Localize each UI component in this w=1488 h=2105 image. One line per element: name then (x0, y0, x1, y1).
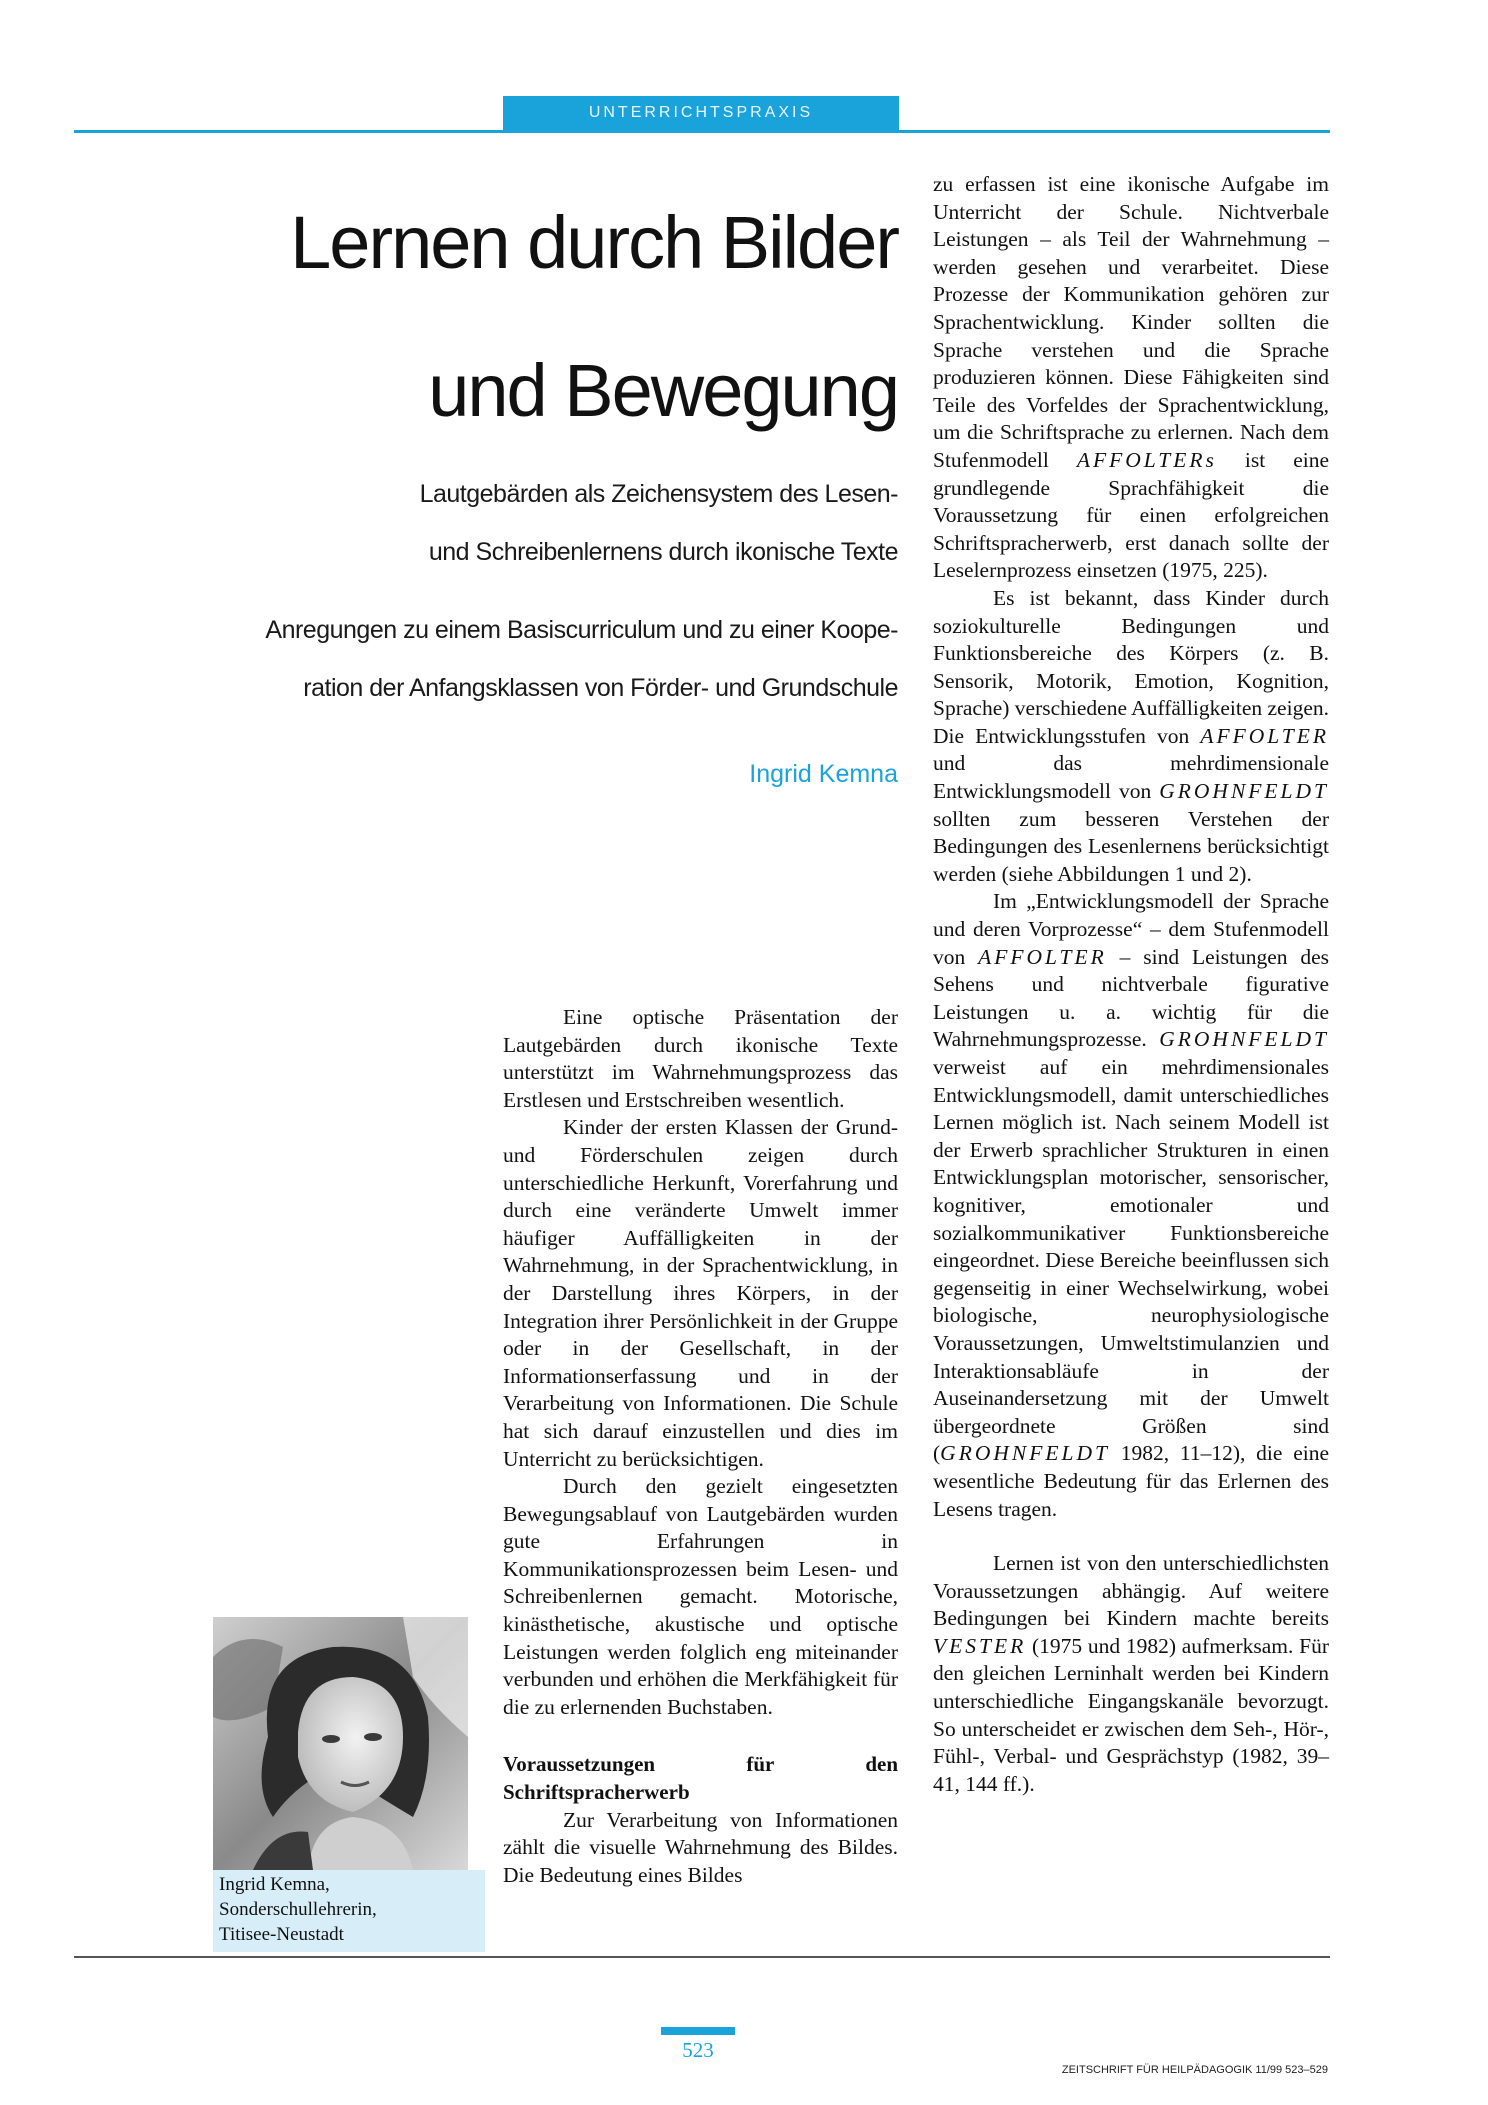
section-header-tab (503, 96, 899, 130)
author-reference: AFFOLTERs (1076, 447, 1217, 472)
footer-rule (74, 1956, 1330, 1958)
author-reference: AFFOLTER (978, 944, 1107, 969)
header-rule (74, 130, 1330, 133)
author-reference: AFFOLTER (1200, 723, 1329, 748)
paragraph: Eine optische Präsentation der Lautgebärden durch ikonische Texte unterstützt im Wahrnehmungsprozess das Erstlesen und Erstschreiben wesentlich. (503, 1005, 898, 1112)
paragraph: Kinder der ersten Klassen der Grund- und Förderschulen zeigen durch unterschiedliche Herkunft, Vorerfahrung und durch eine veränderte Umwelt immer häufiger Auffälligkeiten in der Wahrnehmung, in der Sprachentwicklung, in der Darstellung ihres Körpers, in der Integration ihrer Persönlichkeit in der Gruppe oder in der Gesellschaft, in der Informationserfassung und in der Verarbeitung von Informationen. Die Schule hat sich darauf einzustellen und dies im Unterricht zu berücksichtigen. (503, 1115, 898, 1471)
author-photo (213, 1617, 468, 1870)
paragraph: Es ist bekannt, dass Kinder durch soziokulturelle Bedingungen und Funktionsbereiche des Körpers (z. B. Sensorik, Motorik, Emotion, Kognition, Sprache) verschiedene Auffälligkeiten zeigen. Die Entwicklungsstufen von AFFOLTER und das mehrdimensionale Entwicklungsmodell von GROHNFELDT sollten zum besseren Verstehen der Bedingungen des Lesenlernens berücksichtigt werden (siehe Abbildungen 1 und 2). (933, 585, 1329, 886)
subtitle-line-2: und Schreibenlernens durch ikonische Texte (428, 538, 898, 566)
author-reference: GROHNFELDT (1159, 779, 1329, 804)
paragraph: Lernen ist von den unterschiedlichsten Voraussetzungen abhängig. Auf weitere Bedingungen bei Kindern machte bereits VESTER (1975 und 1982) aufmerksam. Für den gleichen Lerninhalt werden bei Kindern unterschiedliche Eingangskanäle bevorzugt. So unterscheidet er zwischen dem Seh-, Hör-, Fühl-, Verbal- und Gesprächstyp (1982, 39–41, 144 ff.). (933, 1551, 1329, 1796)
subtitle-line-1: Lautgebärden als Zeichensystem des Lesen- (419, 480, 898, 508)
caption-line: Titisee-Neustadt (219, 1924, 344, 1945)
paragraph: Im „Entwicklungsmodell der Sprache und deren Vorprozesse“ – dem Stufenmodell von AFFOLTER – sind Leistungen des Sehens und nichtverbale figurative Leistungen u. a. wichtig für die Wahrnehmungsprozesse. GROHNFELDT verweist auf ein mehrdimensionales Entwicklungsmodell, damit unterschiedliches Lernen möglich ist. Nach seinem Modell ist der Erwerb sprachlicher Strukturen in einen Entwicklungsplan motorischer, sensorischer, kognitiver, emotionaler und sozialkommunikativer Funktionsbereiche eingeordnet. Diese Bereiche beeinflussen sich gegenseitig in einer Wechselwirkung, wobei biologische, neurophysiologische Voraussetzungen, Umweltstimulanzien und Interaktionsabläufe in der Auseinandersetzung mit der Umwelt übergeordnete Größen sind (GROHNFELDT 1982, 11–12), die eine wesentliche Bedeutung für das Erlernen des Lesens tragen. (933, 889, 1329, 1521)
body-column-middle (503, 1004, 898, 1889)
journal-citation: ZEITSCHRIFT FÜR HEILPÄDAGOGIK 11/99 523–529 (1061, 2064, 1328, 2076)
subtitle-line-3: Anregungen zu einem Basiscurriculum und zu einer Koope- (265, 616, 898, 644)
paragraph: Zur Verarbeitung von Informationen zählt die visuelle Wahrnehmung des Bildes. Die Bedeutung eines Bildes (503, 1807, 898, 1887)
subtitle-line-4: ration der Anfangsklassen von Förder- und Grundschule (303, 674, 898, 702)
author-name: Ingrid Kemna (749, 760, 898, 788)
page-number-tab (661, 2027, 735, 2035)
caption-line: Sonderschullehrerin, (219, 1899, 377, 1920)
author-reference: GROHNFELDT (940, 1441, 1110, 1466)
body-column-right (933, 171, 1329, 1798)
article-title-line-2: und Bewegung (428, 349, 898, 432)
author-reference: VESTER (933, 1633, 1027, 1658)
caption-line: Ingrid Kemna, (219, 1874, 330, 1895)
photo-caption (219, 1872, 479, 1947)
paragraph: Durch den gezielt eingesetzten Bewegungsablauf von Lautgebärden wurden gute Erfahrungen in Kommunikationsprozessen beim Lesen- und Schreibenlernen gemacht. Motorische, kinästhetische, akustische und optische Leistungen werden folglich eng miteinander verbunden und erhöhen die Merkfähigkeit für die zu erlernenden Buchstaben. (503, 1474, 898, 1719)
author-reference: GROHNFELDT (1159, 1027, 1329, 1052)
article-title-line-1: Lernen durch Bilder (290, 201, 898, 284)
paragraph: zu erfassen ist eine ikonische Aufgabe im Unterricht der Schule. Nichtverbale Leistungen – als Teil der Wahrnehmung – werden gesehen und verarbeitet. Diese Prozesse der Kommunikation gehören zur Sprachentwicklung. Kinder sollten die Sprache verstehen und die Sprache produzieren können. Diese Fähigkeiten sind Teile des Vorfeldes der Sprachentwicklung, um die Schriftsprache zu erlernen. Nach dem Stufenmodell AFFOLTERs ist eine grundlegende Sprachfähigkeit die Voraussetzung für einen erfolgreichen Schriftspracherwerb, erst danach sollte der Leselernprozess einsetzen (1975, 225). (933, 172, 1330, 583)
section-label: UNTERRICHTSPRAXIS (588, 104, 814, 121)
page-number: 523 (682, 2038, 714, 2062)
section-heading: Voraussetzungen für den Schriftspracherwerb (503, 1752, 898, 1805)
